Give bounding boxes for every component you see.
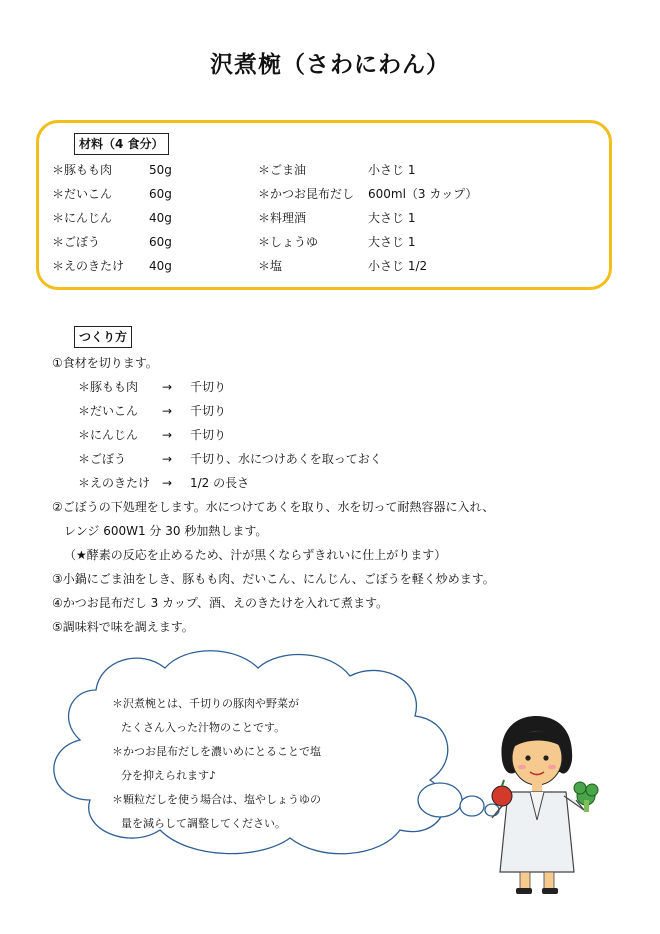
ingredient-name: ＊えのきたけ	[52, 259, 125, 273]
ingredient-amount: 600ml（3 カップ）	[368, 187, 478, 201]
ingredient-name: ＊かつお昆布だし	[258, 187, 355, 201]
ingredient-amount: 60g	[149, 235, 172, 249]
page-title: 沢煮椀（さわにわん）	[210, 52, 450, 78]
cut-method: 千切り	[190, 404, 227, 418]
scientist-illustration	[480, 700, 610, 900]
note-line: ＊顆粒だしを使う場合は、塩やしょうゆの	[112, 793, 321, 806]
note-line: 分を抑えられます♪	[121, 769, 217, 782]
ingredient-amount: 40g	[149, 211, 172, 225]
step-2-continued: レンジ 600W1 分 30 秒加熱します。	[64, 524, 268, 538]
notes	[112, 692, 321, 836]
ingredient-name: ＊ごぼう	[52, 235, 101, 249]
method-label: つくり方	[74, 326, 132, 348]
arrow-icon: →	[162, 428, 173, 442]
cut-ingredient: ＊にんじん	[78, 428, 139, 442]
cut-ingredient: ＊ごぼう	[78, 452, 127, 466]
arrow-icon: →	[162, 380, 173, 394]
note-line: ＊かつお昆布だしを濃いめにとることで塩	[112, 745, 321, 758]
step-3: ③小鍋にごま油をしき、豚もも肉、だいこん、にんじん、ごぼうを軽く炒めます。	[52, 572, 495, 586]
cut-ingredient: ＊えのきたけ	[78, 476, 151, 490]
cut-ingredient: ＊豚もも肉	[78, 380, 139, 394]
arrow-icon: →	[162, 404, 173, 418]
ingredient-amount: 40g	[149, 259, 172, 273]
ingredient-amount: 小さじ 1/2	[368, 259, 428, 273]
ingredient-name: ＊料理酒	[258, 211, 307, 225]
step-2-note: （★酵素の反応を止めるため、汁が黒くならずきれいに仕上がります）	[64, 548, 447, 562]
cut-method: 千切り、水につけあくを取っておく	[190, 452, 382, 466]
ingredient-name: ＊豚もも肉	[52, 163, 113, 177]
ingredient-amount: 大さじ 1	[368, 235, 416, 249]
note-line: ＊沢煮椀とは、千切りの豚肉や野菜が	[112, 697, 299, 710]
ingredients-label: 材料（4 食分）	[74, 133, 169, 155]
arrow-icon: →	[162, 476, 173, 490]
ingredient-name: ＊しょうゆ	[258, 235, 319, 249]
arrow-icon: →	[162, 452, 173, 466]
ingredient-amount: 60g	[149, 187, 172, 201]
ingredient-name: ＊にんじん	[52, 211, 113, 225]
ingredient-amount: 小さじ 1	[368, 163, 416, 177]
ingredient-name: ＊塩	[258, 259, 283, 273]
step-4: ④かつお昆布だし 3 カップ、酒、えのきたけを入れて煮ます。	[52, 596, 388, 610]
ingredient-name: ＊ごま油	[258, 163, 307, 177]
step-1: ①食材を切ります。	[52, 356, 158, 370]
cut-ingredient: ＊だいこん	[78, 404, 139, 418]
cut-method: 1/2 の長さ	[190, 476, 250, 490]
step-5: ⑤調味料で味を調えます。	[52, 620, 194, 634]
ingredient-name: ＊だいこん	[52, 187, 113, 201]
ingredient-amount: 大さじ 1	[368, 211, 416, 225]
note-line: たくさん入った汁物のことです。	[121, 721, 286, 734]
cut-method: 千切り	[190, 380, 227, 394]
note-line: 量を減らして調整してください。	[121, 817, 286, 830]
step-2: ②ごぼうの下処理をします。水につけてあくを取り、水を切って耐熱容器に入れ、	[52, 500, 495, 514]
cut-method: 千切り	[190, 428, 227, 442]
ingredient-amount: 50g	[149, 163, 172, 177]
